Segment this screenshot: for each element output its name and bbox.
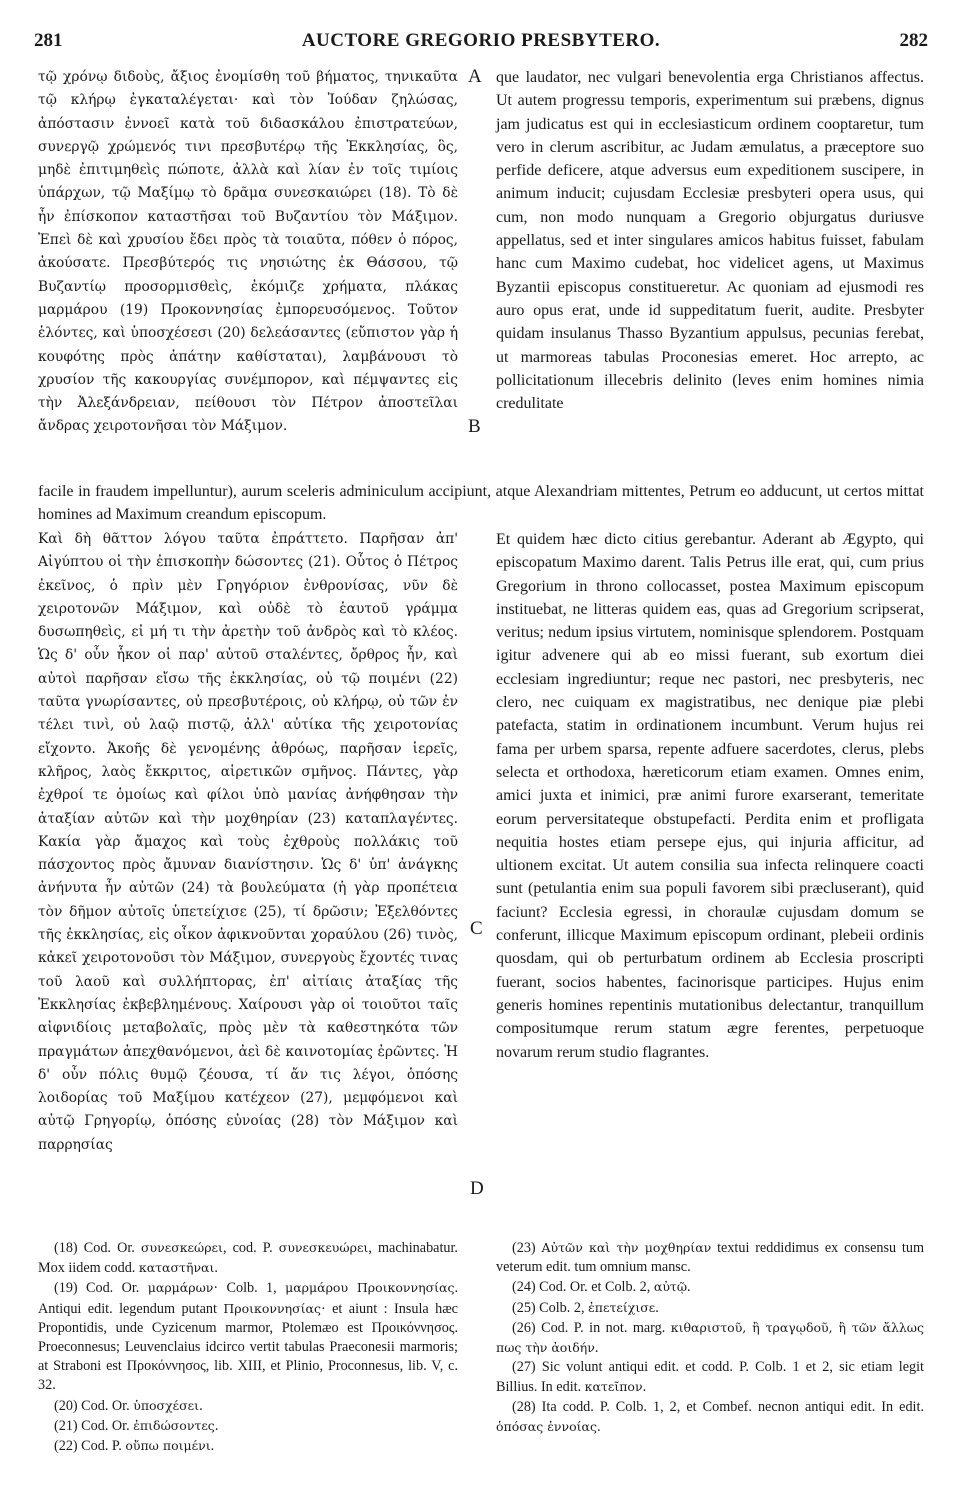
latin-column-section-1	[496, 66, 924, 415]
margin-marker-b: B	[468, 416, 481, 437]
running-title: AUCTORE GREGORIO PRESBYTERO.	[301, 30, 661, 51]
page-number-left: 281	[34, 30, 63, 51]
footnote: (28) Ita codd. P. Colb. 1, 2, et Combef. necnon antiqui edit. In edit. ὁπόσας ἐννοίας.	[496, 1398, 924, 1435]
footnote: (24) Cod. Or. et Colb. 2, αὐτῷ.	[512, 1279, 691, 1296]
latin-column-section-2	[496, 528, 924, 1064]
latin-paragraph: que laudator, nec vulgari benevolentia erga Christianos affectus. Ut autem progressu temporis, experimentum sui præbens, dignus jam judicatus est qui in ecclesiasticum ordinem cooptaretur, tum vero in clerum ascribitur, ac Judam æmulatus, a præceptore suo perfide deficere, atque adversus eum expeditionem suscipere, in animum inducit; cujusdam Ecclesiæ presbyteri opera usus, qui cum, non modo nunquam a Gregorio objurgatus duriusve appellatus, sed et inter singulares amicos habitus fuisset, fabulam hanc cum Maximo cudebat, hoc videlicet agens, ut Maximus Byzantii episcopus constitueretur. Ac quoniam ad ejusmodi res auro opus erat, unde id suppeditatum fuerit, audite. Presbyter quidam insulanus Thasso Byzantium appulsus, pecunias ferebat, ut marmoreas tabulas Proconesias emeret. Hoc arrepto, ac pollicitationum illecebris delinito (leves enim homines nimia credulitate	[496, 69, 924, 413]
footnotes-left	[38, 1238, 458, 1456]
page-number-right: 282	[899, 30, 928, 51]
margin-marker-d: D	[470, 1178, 484, 1199]
footnote: (21) Cod. Or. ἐπιδώσοντες.	[54, 1417, 219, 1434]
margin-marker-a: A	[468, 66, 482, 87]
margin-marker-c: C	[470, 918, 483, 939]
running-header	[34, 30, 928, 60]
latin-paragraph: Et quidem hæc dicto citius gerebantur. Aderant ab Ægypto, qui episcopatum Maximo darent. Talis Petrus ille erat, qui, cum prius Gregorium in throno collocasset, postea Maximum episcopum instituebat, ne litteras quidem eas, quas ad Gregorium scripserat, veritus; nedum ipsius virtutem, nominisque splendorem. Postquam igitur advenere qui ab eo missi fuerant, sub exortum diei ecclesiam ingrediuntur; reque nec pastori, nec presbyteris, nec clero, nec cuiquam ex magistratibus, nec denique piæ plebi patefacta, statim in ordinationem incumbunt. Verum hujus rei fama per urbem sparsa, repente adfuere sacerdotes, clerus, plebs selecta et orthodoxa, hæreticorum etiam examen. Omnes enim, amici juxta et inimici, præ animi furore exarserant, temeritate eorum perversitateque obstupefacti. Perdita enim et profligata nequitia hostes etiam persepe ejus, qui injuria afficitur, ad ultionem excitat. Ut autem consilia sua infecta relinquere coacti sunt (petulantia enim sua populi favorem sibi præcluserant), quid faciunt? Ecclesia egressi, in choraulæ cujusdam domum se conferunt, illicque Maximum episcopum ordinant, plebeii ordinis quosdam, qui ob perturbatum ordinem ab Ecclesia proscripti fuerant, socios habentes, facinorisque participes. Hujus enim generis homines repentinis mutationibus delectantur, tranquillum compositumque rerum statum ægre ferentes, perpetuoque novarum rerum studio flagrantes.	[496, 531, 924, 1061]
footnotes-right	[496, 1238, 924, 1437]
greek-paragraph: τῷ χρόνῳ διδοὺς, ἄξιος ἐνομίσθη τοῦ βήματος, τηνικαῦτα τῷ κλήρῳ ἐγκαταλέγεται· καὶ τὸν Ἰούδαν ζηλώσας, ἀπόστασιν ἐννοεῖ κατὰ τοῦ διδασκάλου ἐπιστρατεύων, συνεργῷ χρώμενός τινι πρεσβυτέρῳ τῆς Ἐκκλησίας, ὃς, μηδὲ ἐπιτιμηθεὶς πώποτε, ἀλλὰ καὶ λίαν ἐν τοῖς τιμίοις ὑπάρχων, τῷ Μαξίμῳ τὸ δρᾶμα συνεσκαιώρει (18). Τὸ δὲ ἦν ἐπίσκοπον καταστῆσαι τοῦ Βυζαντίου τὸν Μάξιμον. Ἐπεὶ δὲ καὶ χρυσίου ἔδει πρὸς τὰ τοιαῦτα, πόθεν ὁ πόρος, ἀκούσατε. Πρεσβύτερός τις νησιώτης ἐκ Θάσσου, τῷ Βυζαντίῳ προσορμισθεὶς, ἐκόμιζε χρήματα, πλάκας μαρμάρου (19) Προκοννησίας ἐμπορευσόμενος. Τοῦτον ἑλόντες, καὶ ὑποσχέσεσι (20) δελεάσαντες (εὔπιστον γὰρ ἡ κουφότης πρὸς ἀπάτην καθίσταται), λαμβάνουσι τὸ χρυσίον τῆς κακουργίας συνέμπορον, καὶ πέμψαντες εἰς τὴν Ἀλεξάνδρειαν, πείθουσι τὸν Πέτρον ἀποστεῖλαι ἄνδρας χειροτονῆσαι τὸν Μάξιμον.	[38, 69, 458, 435]
footnote: (22) Cod. P. οὔπω ποιμένι.	[54, 1438, 215, 1455]
footnote: (27) Sic volunt antiqui edit. et codd. P. Colb. 1 et 2, sic etiam legit Billius. In edit. κατεῖπον.	[496, 1359, 924, 1396]
greek-paragraph: Καὶ δὴ θᾶττον λόγου ταῦτα ἐπράττετο. Παρῆσαν ἀπ' Αἰγύπτου οἱ τὴν ἐπισκοπὴν δώσοντες (21). Οὗτος ὁ Πέτρος ἐκεῖνος, ὁ πρὶν μὲν Γρηγόριον ἐνθρονίσας, νῦν δὲ χειροτονῶν Μάξιμον, καὶ οὐδὲ τὸ ἑαυτοῦ γράμμα δυσωπηθεὶς, εἰ μή τι τὴν ἀρετὴν τοῦ ἀνδρὸς καὶ τὸ κλέος. Ὡς δ' οὖν ἧκον οἱ παρ' αὐτοῦ σταλέντες, ὄρθρος ἦν, καὶ αὐτοὶ παρῆσαν εἴσω τῆς ἐκκλησίας, οὐ τῷ ποιμένι (22) ταῦτα γνωρίσαντες, οὐ πρεσβυτέροις, οὐ κλήρῳ, οὐ τῶν ἐν τέλει τινὶ, οὐ λαῷ πιστῷ, ἀλλ' αὐτίκα τῆς χειροτονίας εἴχοντο. Ἀκοῆς δὲ γενομένης ἀθρόως, παρῆσαν ἱερεῖς, κλῆρος, λαὸς ἔκκριτος, αἱρετικῶν σμῆνος. Πάντες, γὰρ ἐχθροί τε ὁμοίως καὶ φίλοι ὑπὸ μανίας ἀνήφθησαν τὴν ἀταξίαν αὐτῶν καὶ τὴν μοχθηρίαν (23) καταπλαγέντες. Κακία γὰρ ἄμαχος καὶ τοὺς ἐχθροὺς πολλάκις τοῦ πάσχοντος πρὸς ἄμυναν διανίστησιν. Ὡς δ' ὑπ' ἀνάγκης ἀνήνυτα ἦν αὐτῶν (24) τὰ βουλεύματα (ἡ γὰρ προπέτεια τὸν δῆμον αὐτοῖς ὑπετείχισε (25), τί δρῶσιν; Ἐξελθόντες τῆς ἐκκλησίας, εἰς οἶκον ἀφικνοῦνται χοραύλου (26) τινὸς, κἀκεῖ χειροτονοῦσι τὸν Μάξιμον, συνεργοὺς ἔχοντές τινας τοῦ λαοῦ καὶ συλλήπτορας, ἐπ' αἰτίαις ἀταξίας τῆς Ἐκκλησίας ἐκβεβλημένους. Χαίρουσι γὰρ οἱ τοιοῦτοι ταῖς αἰφνιδίοις μεταβολαῖς, πρὸς μὲν τὰ καθεστηκότα τῶν πραγμάτων ἀπεχθανόμενοι, ἀεὶ δὲ καινοτομίας ἐρῶντες. Ἡ δ' οὖν πόλις θυμῷ ζέουσα, τί ἄν τις λέγοι, ὁπόσης λοιδορίας τοῦ Μαξίμου κατέχεον (27), μεμφόμενοι καὶ αὐτῷ Γρηγορίῳ, ὁπόσης εὐνοίας (28) τὸν Μάξιμον καὶ παρρησίας	[38, 531, 458, 1153]
full-width-text: facile in fraudem impelluntur), aurum sceleris adminiculum accipiunt, atque Alexandriam mittentes, Petrum eo adducunt, ut certos mittat homines ad Maximum creandum episcopum.	[38, 483, 924, 523]
footnote: (26) Cod. P. in not. marg. κιθαριστοῦ, ἢ τραγῳδοῦ, ἢ τῶν ἄλλως πως τὴν ἀοιδήν.	[496, 1319, 925, 1357]
footnote: (19) Cod. Or. μαρμάρων· Colb. 1, μαρμάρου Προικοννησίας. Antiqui edit. legendum putant Προικοννησίας· et aiunt : Insula hæc Propontidis, unde Cyzicenum marmor, Ptolemæo est Προικόννησος. Proeconnesus; Leuvenclaius idcirco vertit tabulas Praeconesii marmoris; at Straboni est Προκόννησος, lib. XIII, et Plinio, Proconnesus, lib. V, c. 32.	[38, 1280, 458, 1394]
footnote: (20) Cod. Or. ὑποσχέσει.	[54, 1397, 203, 1414]
greek-column-section-2	[38, 528, 458, 1157]
full-width-paragraph	[38, 480, 924, 526]
greek-column-section-1	[38, 66, 458, 439]
footnote: (18) Cod. Or. συνεσκεώρει, cod. P. συνεσκευώρει, machinabatur. Mox iidem codd. καταστῆναι.	[38, 1240, 458, 1277]
footnote: (23) Αὐτῶν καὶ τὴν μοχθηρίαν textui reddidimus ex consensu tum veterum edit. tum omnium mansc.	[496, 1240, 924, 1276]
footnote: (25) Colb. 2, ἐπετείχισε.	[512, 1299, 659, 1316]
